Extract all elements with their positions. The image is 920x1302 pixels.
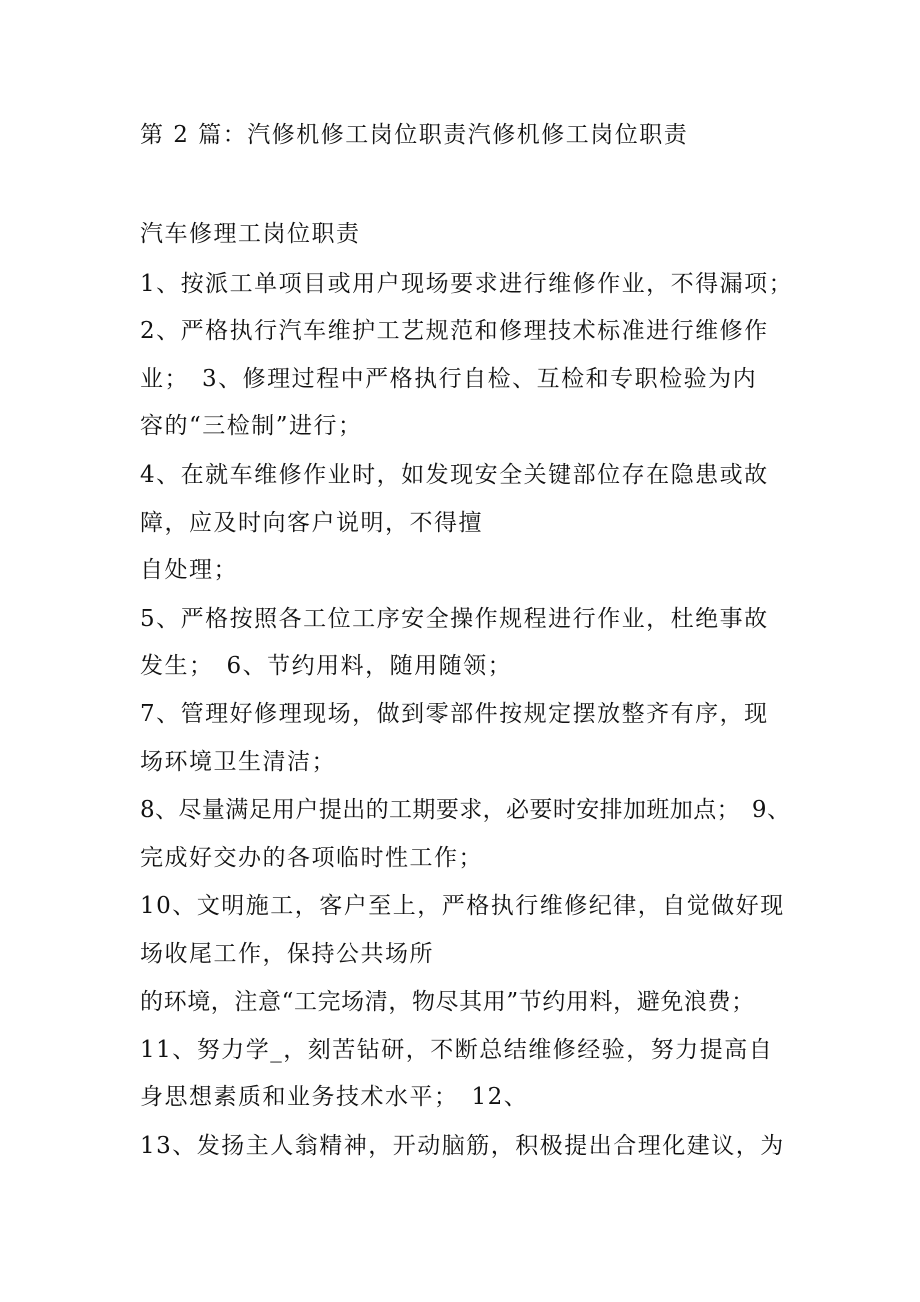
text-line: 场环境卫生清洁； <box>140 749 336 775</box>
document-subtitle: 汽车修理工岗位职责 <box>140 221 361 247</box>
text-line: 7、管理好修理现场，做到零部件按规定摆放整齐有序，现 <box>140 701 769 727</box>
text-line: 自处理； <box>140 557 238 583</box>
text-line: 5、严格按照各工位工序安全操作规程进行作业，杜绝事故 <box>140 606 769 632</box>
text-line: 4、在就车维修作业时，如发现安全关键部位存在隐患或故 <box>140 462 769 488</box>
text-line: 业； 3、修理过程中严格执行自检、互检和专职检验为内 <box>140 366 758 392</box>
text-line: 8、尽量满足用户提出的工期要求，必要时安排加班加点； 9、 <box>140 797 791 823</box>
text-line: 发生； 6、节约用料，随用随领； <box>140 653 513 679</box>
text-line: 障，应及时向客户说明，不得擅 <box>140 510 483 536</box>
text-line: 11、努力学_，刻苦钻研，不断总结维修经验，努力提高自 <box>140 1037 774 1063</box>
text-line: 13、发扬主人翁精神，开动脑筋，积极提出合理化建议，为 <box>140 1133 785 1159</box>
text-line: 的环境，注意“工完场清，物尽其用”节约用料，避免浪费； <box>140 989 755 1015</box>
text-line: 2、严格执行汽车维护工艺规范和修理技术标准进行维修作 <box>140 318 769 344</box>
document-title: 第 2 篇：汽修机修工岗位职责汽修机修工岗位职责 <box>140 122 689 148</box>
text-line: 容的“三检制”进行； <box>140 413 363 439</box>
text-line: 1、按派工单项目或用户现场要求进行维修作业，不得漏项； <box>140 271 794 297</box>
text-line: 10、文明施工，客户至上，严格执行维修纪律，自觉做好现 <box>140 893 785 919</box>
text-line: 场收尾工作，保持公共场所 <box>140 941 434 967</box>
text-line: 完成好交办的各项临时性工作； <box>140 845 483 871</box>
text-line: 身思想素质和业务技术水平； 12、 <box>140 1084 529 1110</box>
